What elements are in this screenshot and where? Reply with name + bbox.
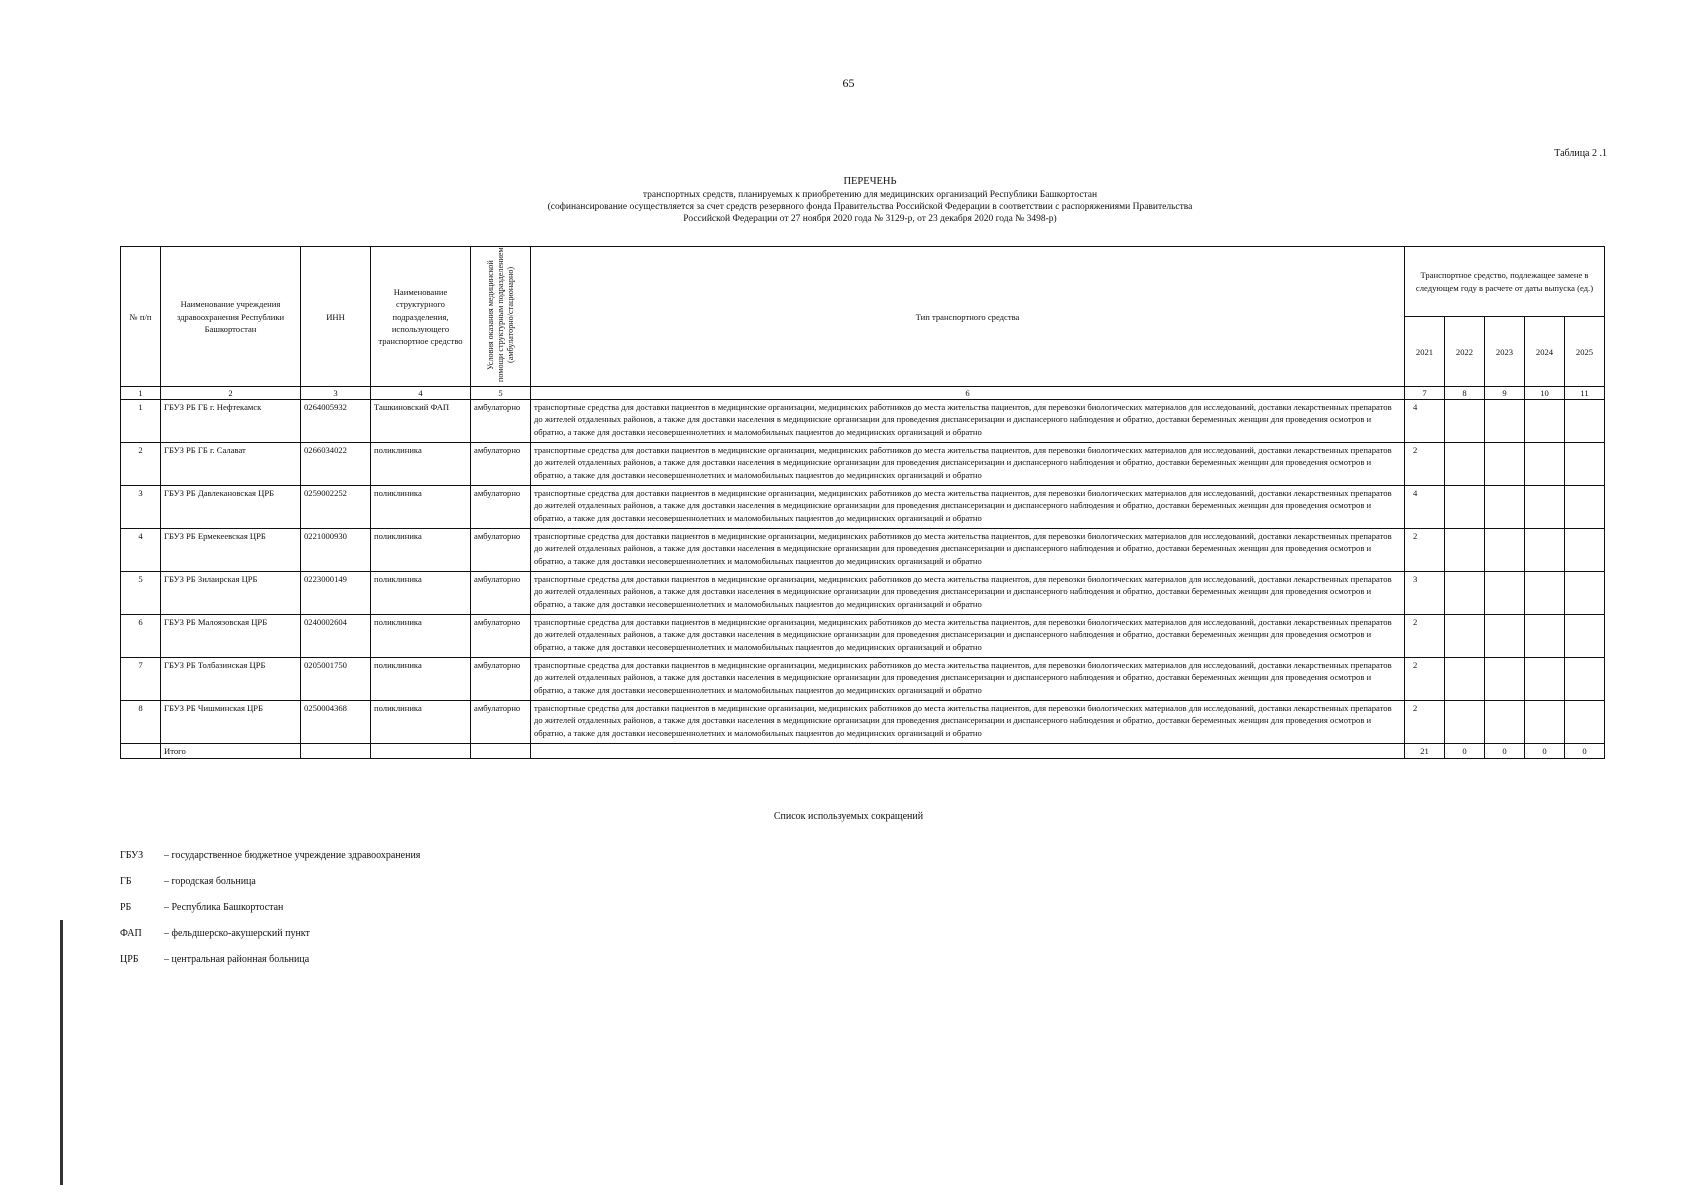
inn-value: 0221000930 <box>301 529 371 572</box>
count-2024 <box>1525 486 1565 529</box>
total-2021: 21 <box>1405 744 1445 759</box>
count-2023 <box>1485 443 1525 486</box>
row-number: 2 <box>121 443 161 486</box>
table-row <box>121 615 1605 658</box>
count-2022 <box>1445 486 1485 529</box>
table-label: Таблица 2 .1 <box>1554 148 1607 159</box>
row-number: 1 <box>121 400 161 443</box>
header-conditions-cell <box>471 247 531 387</box>
header-year: 2025 <box>1565 317 1605 387</box>
total-empty-cell <box>301 744 371 759</box>
institution-name: ГБУЗ РБ Толбазинская ЦРБ <box>161 658 301 701</box>
column-number-row <box>121 387 1605 400</box>
header-year: 2022 <box>1445 317 1485 387</box>
vehicle-type: транспортные средства для доставки пациентов в медицинские организации, медицинских работников до места жительства пациентов, для перевозки биологических материалов для исследований, доставки лекарственных препаратов до жителей отдаленных районов, а также для доставки населения в медицинские организации для проведения диспансеризации и диспансерного наблюдения и обратно, доставки беременных женщин для проведения осмотров и обратно, а также для доставки несовершеннолетних и маломобильных пациентов до медицинских организаций и обратно <box>531 615 1405 658</box>
count-2023 <box>1485 486 1525 529</box>
count-2023 <box>1485 701 1525 744</box>
header-replace: Транспортное средство, подлежащее замене в следующем году в расчете от даты выпуска (ед.) <box>1405 247 1605 317</box>
conditions-value: амбулаторно <box>471 701 531 744</box>
header-year: 2023 <box>1485 317 1525 387</box>
total-row <box>121 744 1605 759</box>
count-2025 <box>1565 658 1605 701</box>
abbreviation-text: – государственное бюджетное учреждение здравоохранения <box>164 850 421 861</box>
abbreviation-code: ГБ <box>120 876 132 887</box>
header-unit: Наименование структурного подразделения, использующего транспортное средство <box>371 247 471 387</box>
column-number: 9 <box>1485 387 1525 400</box>
header-year: 2021 <box>1405 317 1445 387</box>
conditions-value: амбулаторно <box>471 486 531 529</box>
conditions-value: амбулаторно <box>471 400 531 443</box>
total-empty-cell <box>121 744 161 759</box>
vehicle-type: транспортные средства для доставки пациентов в медицинские организации, медицинских работников до места жительства пациентов, для перевозки биологических материалов для исследований, доставки лекарственных препаратов до жителей отдаленных районов, а также для доставки населения в медицинские организации для проведения диспансеризации и диспансерного наблюдения и обратно, доставки беременных женщин для проведения осмотров и обратно, а также для доставки несовершеннолетних и маломобильных пациентов до медицинских организаций и обратно <box>531 486 1405 529</box>
row-number: 3 <box>121 486 161 529</box>
row-number: 4 <box>121 529 161 572</box>
column-number: 6 <box>531 387 1405 400</box>
abbreviation-text: – городская больница <box>164 876 256 887</box>
count-2021: 4 <box>1405 486 1445 529</box>
count-2021: 2 <box>1405 529 1445 572</box>
inn-value: 0205001750 <box>301 658 371 701</box>
title-line-2: транспортных средств, планируемых к приобретению для медицинских организаций Республики Башкортостан <box>642 190 1098 200</box>
total-2022: 0 <box>1445 744 1485 759</box>
total-2023: 0 <box>1485 744 1525 759</box>
count-2022 <box>1445 615 1485 658</box>
count-2025 <box>1565 400 1605 443</box>
count-2022 <box>1445 572 1485 615</box>
count-2023 <box>1485 400 1525 443</box>
count-2022 <box>1445 529 1485 572</box>
count-2025 <box>1565 615 1605 658</box>
total-empty-cell <box>531 744 1405 759</box>
table-row <box>121 486 1605 529</box>
total-2024: 0 <box>1525 744 1565 759</box>
table-row <box>121 658 1605 701</box>
count-2021: 4 <box>1405 400 1445 443</box>
count-2024 <box>1525 658 1565 701</box>
count-2021: 2 <box>1405 701 1445 744</box>
conditions-value: амбулаторно <box>471 658 531 701</box>
unit-name: поликлиника <box>371 572 471 615</box>
unit-name: поликлиника <box>371 529 471 572</box>
inn-value: 0264005932 <box>301 400 371 443</box>
total-empty-cell <box>371 744 471 759</box>
unit-name: поликлиника <box>371 486 471 529</box>
count-2023 <box>1485 658 1525 701</box>
unit-name: поликлиника <box>371 701 471 744</box>
total-2025: 0 <box>1565 744 1605 759</box>
vehicle-type: транспортные средства для доставки пациентов в медицинские организации, медицинских работников до места жительства пациентов, для перевозки биологических материалов для исследований, доставки лекарственных препаратов до жителей отдаленных районов, а также для доставки населения в медицинские организации для проведения диспансеризации и диспансерного наблюдения и обратно, доставки беременных женщин для проведения осмотров и обратно, а также для доставки несовершеннолетних и маломобильных пациентов до медицинских организаций и обратно <box>531 443 1405 486</box>
row-number: 7 <box>121 658 161 701</box>
count-2023 <box>1485 615 1525 658</box>
abbreviation-code: РБ <box>120 902 132 913</box>
total-empty-cell <box>471 744 531 759</box>
count-2025 <box>1565 529 1605 572</box>
row-number: 6 <box>121 615 161 658</box>
table-row <box>121 572 1605 615</box>
page-number: 65 <box>842 76 855 90</box>
header-type: Тип транспортного средства <box>531 247 1405 387</box>
unit-name: поликлиника <box>371 443 471 486</box>
column-number: 8 <box>1445 387 1485 400</box>
inn-value: 0259002252 <box>301 486 371 529</box>
unit-name: поликлиника <box>371 658 471 701</box>
count-2022 <box>1445 701 1485 744</box>
row-number: 8 <box>121 701 161 744</box>
table-body <box>121 400 1605 759</box>
institution-name: ГБУЗ РБ Ермекеевская ЦРБ <box>161 529 301 572</box>
row-number: 5 <box>121 572 161 615</box>
title-line-1: ПЕРЕЧЕНЬ <box>843 176 897 187</box>
count-2024 <box>1525 529 1565 572</box>
column-number: 2 <box>161 387 301 400</box>
vehicle-type: транспортные средства для доставки пациентов в медицинские организации, медицинских работников до места жительства пациентов, для перевозки биологических материалов для исследований, доставки лекарственных препаратов до жителей отдаленных районов, а также для доставки населения в медицинские организации для проведения диспансеризации и диспансерного наблюдения и обратно, доставки беременных женщин для проведения осмотров и обратно, а также для доставки несовершеннолетних и маломобильных пациентов до медицинских организаций и обратно <box>531 658 1405 701</box>
abbreviation-text: – фельдшерско-акушерский пункт <box>164 928 310 939</box>
vehicle-type: транспортные средства для доставки пациентов в медицинские организации, медицинских работников до места жительства пациентов, для перевозки биологических материалов для исследований, доставки лекарственных препаратов до жителей отдаленных районов, а также для доставки населения в медицинские организации для проведения диспансеризации и диспансерного наблюдения и обратно, доставки беременных женщин для проведения осмотров и обратно, а также для доставки несовершеннолетних и маломобильных пациентов до медицинских организаций и обратно <box>531 701 1405 744</box>
count-2022 <box>1445 443 1485 486</box>
count-2021: 2 <box>1405 443 1445 486</box>
count-2025 <box>1565 701 1605 744</box>
count-2021: 2 <box>1405 658 1445 701</box>
count-2024 <box>1525 572 1565 615</box>
count-2024 <box>1525 615 1565 658</box>
abbreviation-item <box>120 928 310 939</box>
vehicles-table <box>120 246 1605 759</box>
count-2025 <box>1565 572 1605 615</box>
column-number: 10 <box>1525 387 1565 400</box>
inn-value: 0240002604 <box>301 615 371 658</box>
count-2022 <box>1445 658 1485 701</box>
count-2021: 2 <box>1405 615 1445 658</box>
document-title <box>430 176 1310 225</box>
table-row <box>121 400 1605 443</box>
total-label: Итого <box>161 744 301 759</box>
abbreviation-code: ГБУЗ <box>120 850 144 861</box>
table-row <box>121 529 1605 572</box>
unit-name: поликлиника <box>371 615 471 658</box>
count-2024 <box>1525 443 1565 486</box>
header-num: № п/п <box>121 247 161 387</box>
conditions-value: амбулаторно <box>471 529 531 572</box>
vehicle-type: транспортные средства для доставки пациентов в медицинские организации, медицинских работников до места жительства пациентов, для перевозки биологических материалов для исследований, доставки лекарственных препаратов до жителей отдаленных районов, а также для доставки населения в медицинские организации для проведения диспансеризации и диспансерного наблюдения и обратно, доставки беременных женщин для проведения осмотров и обратно, а также для доставки несовершеннолетних и маломобильных пациентов до медицинских организаций и обратно <box>531 572 1405 615</box>
header-institution: Наименование учреждения здравоохранения Республики Башкортостан <box>161 247 301 387</box>
abbreviation-code: ЦРБ <box>120 954 139 965</box>
abbreviation-text: – центральная районная больница <box>164 954 310 965</box>
count-2025 <box>1565 486 1605 529</box>
table-row <box>121 701 1605 744</box>
column-number: 4 <box>371 387 471 400</box>
vehicle-type: транспортные средства для доставки пациентов в медицинские организации, медицинских работников до места жительства пациентов, для перевозки биологических материалов для исследований, доставки лекарственных препаратов до жителей отдаленных районов, а также для доставки населения в медицинские организации для проведения диспансеризации и диспансерного наблюдения и обратно, доставки беременных женщин для проведения осмотров и обратно, а также для доставки несовершеннолетних и маломобильных пациентов до медицинских организаций и обратно <box>531 400 1405 443</box>
count-2023 <box>1485 572 1525 615</box>
inn-value: 0266034022 <box>301 443 371 486</box>
institution-name: ГБУЗ РБ ГБ г. Салават <box>161 443 301 486</box>
count-2025 <box>1565 443 1605 486</box>
institution-name: ГБУЗ РБ Малоязовская ЦРБ <box>161 615 301 658</box>
header-inn: ИНН <box>301 247 371 387</box>
column-number: 5 <box>471 387 531 400</box>
table-row <box>121 443 1605 486</box>
inn-value: 0223000149 <box>301 572 371 615</box>
abbreviations-title: Список используемых сокращений <box>773 811 924 822</box>
institution-name: ГБУЗ РБ ГБ г. Нефтекамск <box>161 400 301 443</box>
title-line-3: (софинансирование осуществляется за счет средств резервного фонда Правительства Российской Федерации в соответствии с распоряжениями Правительства <box>547 202 1193 212</box>
institution-name: ГБУЗ РБ Давлекановская ЦРБ <box>161 486 301 529</box>
count-2024 <box>1525 400 1565 443</box>
abbreviation-item <box>120 954 309 965</box>
column-number: 1 <box>121 387 161 400</box>
vehicle-type: транспортные средства для доставки пациентов в медицинские организации, медицинских работников до места жительства пациентов, для перевозки биологических материалов для исследований, доставки лекарственных препаратов до жителей отдаленных районов, а также для доставки населения в медицинские организации для проведения диспансеризации и диспансерного наблюдения и обратно, доставки беременных женщин для проведения осмотров и обратно, а также для доставки несовершеннолетних и маломобильных пациентов до медицинских организаций и обратно <box>531 529 1405 572</box>
header-year: 2024 <box>1525 317 1565 387</box>
count-2022 <box>1445 400 1485 443</box>
count-2023 <box>1485 529 1525 572</box>
abbreviation-item <box>120 876 256 887</box>
scan-margin-line <box>60 920 63 1185</box>
conditions-value: амбулаторно <box>471 572 531 615</box>
institution-name: ГБУЗ РБ Зилаирская ЦРБ <box>161 572 301 615</box>
header-conditions: Условия оказания медицинской помощи структурным подразделением (амбулаторно/стационарно) <box>485 247 515 383</box>
abbreviation-item <box>120 850 420 861</box>
abbreviation-code: ФАП <box>120 928 142 939</box>
unit-name: Ташкиновский ФАП <box>371 400 471 443</box>
column-number: 11 <box>1565 387 1605 400</box>
count-2024 <box>1525 701 1565 744</box>
column-number: 3 <box>301 387 371 400</box>
conditions-value: амбулаторно <box>471 615 531 658</box>
inn-value: 0250004368 <box>301 701 371 744</box>
conditions-value: амбулаторно <box>471 443 531 486</box>
abbreviation-text: – Республика Башкортостан <box>164 902 284 913</box>
institution-name: ГБУЗ РБ Чишминская ЦРБ <box>161 701 301 744</box>
header-row-1 <box>121 247 1605 317</box>
count-2021: 3 <box>1405 572 1445 615</box>
abbreviation-item <box>120 902 283 913</box>
column-number: 7 <box>1405 387 1445 400</box>
title-line-4: Российской Федерации от 27 ноября 2020 года № 3129-р, от 23 декабря 2020 года № 3498-р) <box>683 214 1057 224</box>
